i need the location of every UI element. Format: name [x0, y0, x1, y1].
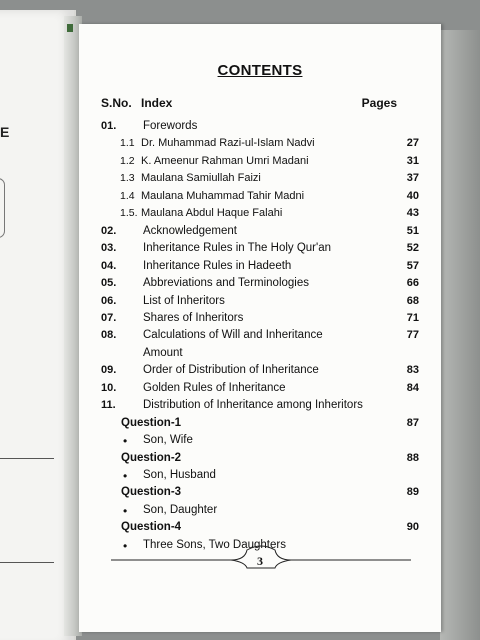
toc-entry-title: Golden Rules of Inheritance [143, 381, 286, 394]
toc-entry-number: 05. [101, 277, 117, 290]
toc-entry [79, 486, 419, 502]
toc-entry-page: 89 [406, 486, 419, 499]
toc-entry-number: 03. [101, 242, 117, 255]
toc-entry-number: 10. [101, 381, 117, 394]
left-page-edge-letter: E [0, 124, 10, 140]
contents-page [79, 24, 441, 632]
toc-entry [79, 137, 419, 153]
header-sno: S.No. [101, 96, 132, 110]
toc-entry-number: 1.4 [120, 189, 135, 202]
toc-entry [79, 399, 419, 415]
background-shadow [440, 30, 480, 640]
page-title: CONTENTS [217, 62, 303, 79]
toc-entry-title: Son, Wife [143, 434, 193, 447]
toc-entry [79, 312, 419, 328]
toc-entry-page: 52 [406, 242, 419, 255]
toc-entry-title: Order of Distribution of Inheritance [143, 364, 319, 377]
toc-entry-title: Maulana Abdul Haque Falahi [141, 207, 283, 220]
toc-entry-page: 77 [406, 329, 419, 342]
toc-entry [79, 242, 419, 258]
toc-entry-number: 06. [101, 294, 117, 307]
toc-entry [79, 452, 419, 468]
bullet-icon: • [123, 469, 128, 483]
toc-entry-title: Distribution of Inheritance among Inheritors [143, 399, 363, 412]
toc-entry [79, 469, 419, 485]
toc-entry-title: Three Sons, Two Daughters [143, 538, 286, 551]
toc-entry-number: 08. [101, 329, 117, 342]
toc-entry [79, 207, 419, 223]
toc-entry-number: 07. [101, 311, 117, 324]
left-page-box [0, 178, 5, 238]
toc-entry-number: 02. [101, 224, 117, 237]
toc-entry [79, 382, 419, 398]
toc-entry [79, 434, 419, 450]
toc-entry-title: List of Inheritors [143, 294, 225, 307]
page-number: 3 [257, 554, 263, 568]
toc-entry-title: Question-1 [121, 416, 182, 429]
toc-entry-page: 88 [406, 451, 419, 464]
cover-edge [67, 24, 73, 32]
toc-entry [79, 260, 419, 276]
toc-entry-title: Son, Daughter [143, 503, 218, 516]
toc-entry-page: 66 [406, 277, 419, 290]
bullet-icon: • [123, 503, 128, 518]
toc-entry [79, 155, 419, 171]
toc-entry-page: 31 [406, 154, 419, 167]
toc-entry-title: Question-3 [121, 486, 182, 499]
toc-entry-number: 1.2 [120, 154, 135, 167]
toc-entry-page: 68 [406, 294, 419, 307]
toc-entry-title: Question-2 [121, 451, 182, 464]
toc-entry [79, 347, 419, 363]
toc-entry-number: 1.1 [120, 137, 135, 150]
toc-entry [79, 521, 419, 537]
toc-entry-number: 11. [101, 399, 116, 412]
toc-entry-page: 43 [406, 207, 419, 220]
toc-entry-page: 37 [406, 172, 419, 185]
header-index: Index [141, 96, 173, 110]
toc-entry-title: Maulana Muhammad Tahir Madni [141, 189, 305, 202]
toc-entry [79, 172, 419, 188]
toc-entry-page: 84 [406, 381, 419, 394]
toc-entry-title: Inheritance Rules in Hadeeth [143, 259, 292, 272]
toc-entry-page: 57 [406, 259, 419, 272]
toc-entry-title: Maulana Samiullah Faizi [141, 172, 261, 185]
toc-entry [79, 364, 419, 380]
toc-entry-page: 87 [406, 416, 419, 429]
toc-entry-number: 09. [101, 364, 117, 377]
toc-entry-number: 1.3 [120, 172, 135, 185]
toc-entry-page: 83 [406, 364, 419, 377]
toc-entry-page: 51 [406, 224, 419, 237]
toc-entry-title: Calculations of Will and Inheritance [143, 329, 323, 342]
toc-entry-title: Dr. Muhammad Razi-ul-Islam Nadvi [141, 137, 315, 150]
toc-entry [79, 277, 419, 293]
toc-entry-page: 27 [406, 137, 419, 150]
toc-entry-title: Forewords [143, 120, 198, 132]
toc-entry-number: 1.5. [120, 207, 138, 220]
toc-entry-title: Amount [143, 346, 183, 359]
bullet-icon: • [123, 538, 128, 553]
toc-entry-title: Abbreviations and Terminologies [143, 277, 309, 290]
toc-entry-title: Question-4 [121, 521, 182, 534]
toc-entry-page: 40 [406, 189, 419, 202]
toc-entry-title: Shares of Inheritors [143, 311, 244, 324]
toc-entry-title: Son, Husband [143, 469, 216, 481]
toc-entry-number: 01. [101, 120, 117, 132]
toc-entry-title: Acknowledgement [143, 224, 237, 237]
toc-entry [79, 329, 419, 345]
toc-entry-page: 71 [406, 311, 419, 324]
toc-entry [79, 190, 419, 206]
toc-entry [79, 225, 419, 241]
toc-entry-number: 04. [101, 259, 117, 272]
bullet-icon: • [123, 434, 128, 449]
toc-entry-title: K. Ameenur Rahman Umri Madani [141, 154, 309, 167]
toc-entry [79, 295, 419, 311]
header-pages: Pages [361, 96, 397, 110]
toc-entry [79, 417, 419, 433]
left-page-rule [0, 562, 54, 563]
left-page-rule [0, 458, 54, 459]
toc-entry-title: Inheritance Rules in The Holy Qur'an [143, 242, 331, 255]
toc-entry-page: 90 [406, 521, 419, 534]
toc-entry [79, 120, 419, 136]
toc-entry [79, 504, 419, 520]
